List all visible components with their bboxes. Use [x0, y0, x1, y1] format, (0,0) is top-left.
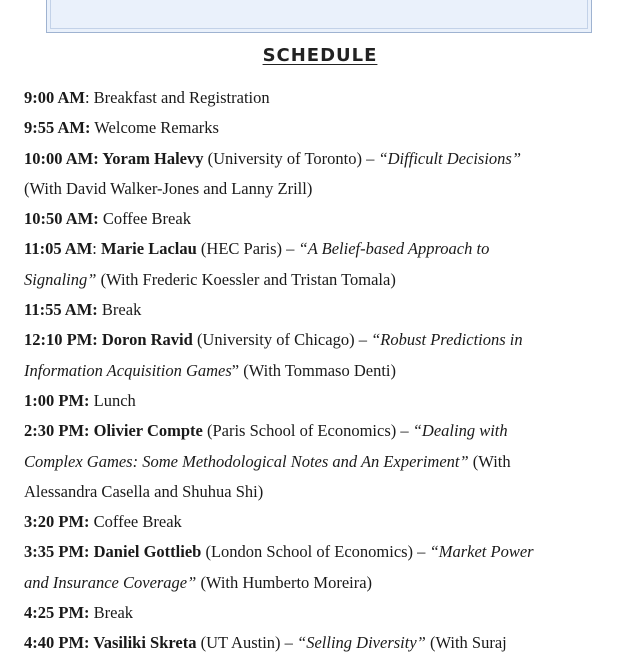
entry-text: (Paris School of Economics) –	[202, 421, 413, 441]
schedule-entry-line	[24, 537, 624, 567]
entry-bold-text: 9:55 AM:	[24, 118, 91, 138]
entry-bold-text: 9:00 AM	[24, 88, 85, 107]
schedule-entry-line	[24, 598, 624, 628]
entry-bold-text: 3:20 PM:	[24, 512, 90, 532]
entry-text: Break	[89, 603, 134, 623]
entry-italic-text: “Market Power	[429, 542, 534, 562]
entry-bold-text: 11:55 AM:	[24, 300, 98, 320]
entry-bold-text: 11:05 AM	[24, 239, 93, 259]
entry-bold-text: 4:25 PM:	[24, 603, 90, 623]
schedule-entry-line	[24, 265, 624, 295]
schedule-entry	[24, 295, 624, 325]
schedule-entry-line	[24, 295, 624, 325]
entry-text: (With David Walker-Jones and Lanny Zrill)	[24, 178, 313, 198]
entry-text: (HEC Paris) –	[196, 239, 299, 259]
schedule-entry	[24, 83, 624, 113]
entry-text: (With	[468, 451, 511, 471]
schedule-entry	[24, 507, 624, 537]
schedule-entry	[24, 628, 624, 658]
entry-text: (With Suraj	[425, 633, 507, 653]
entry-text: Lunch	[89, 390, 136, 410]
schedule-entry-line	[24, 356, 624, 386]
entry-text: (UT Austin) –	[196, 633, 298, 653]
schedule-entry-line	[24, 113, 624, 143]
schedule-entry-line	[24, 83, 624, 113]
entry-bold-text: 1:00 PM:	[24, 390, 90, 410]
entry-text: Alessandra Casella and Shuhua Shi)	[24, 481, 264, 501]
entry-text: (University of Chicago) –	[192, 330, 372, 350]
entry-bold-text: Marie Laclau	[101, 239, 197, 259]
entry-italic-text: Information Acquisition Games	[24, 360, 232, 380]
schedule-entry-line	[24, 416, 624, 446]
schedule-entry	[24, 204, 624, 234]
entry-bold-text: 2:30 PM: Olivier Compte	[24, 421, 203, 441]
schedule-entry-line	[24, 325, 624, 355]
schedule-entry-line	[24, 144, 624, 174]
schedule-list	[24, 83, 624, 659]
entry-italic-text: “Robust Predictions in	[371, 330, 523, 350]
entry-bold-text: 10:00 AM: Yoram Halevy	[24, 148, 204, 168]
entry-italic-text: and Insurance Coverage”	[24, 572, 197, 592]
top-banner-inner-border	[50, 0, 588, 29]
schedule-entry	[24, 416, 624, 507]
schedule-heading: SCHEDULE	[262, 45, 378, 66]
entry-italic-text: “Dealing with	[412, 421, 508, 441]
entry-bold-text: 10:50 AM:	[24, 209, 99, 229]
entry-text: (With Humberto Moreira)	[196, 572, 373, 592]
entry-italic-text: Signaling”	[24, 269, 97, 289]
entry-bold-text: 3:35 PM: Daniel Gottlieb	[24, 542, 202, 562]
entry-italic-text: Complex Games: Some Methodological Notes and An Experiment”	[24, 451, 469, 471]
entry-text: (London School of Economics) –	[201, 542, 430, 562]
top-banner-frame	[46, 0, 592, 33]
entry-text: Coffee Break	[98, 209, 191, 229]
schedule-entry	[24, 598, 624, 628]
entry-text: (University of Toronto) –	[203, 148, 379, 168]
schedule-entry-line	[24, 447, 624, 477]
schedule-entry	[24, 537, 624, 598]
entry-italic-text: “A Belief-based Approach to	[298, 239, 490, 259]
entry-italic-text: “Selling Diversity”	[297, 633, 426, 653]
schedule-entry-line	[24, 234, 624, 264]
schedule-entry	[24, 144, 624, 205]
schedule-entry-line	[24, 386, 624, 416]
entry-text: : Breakfast and Registration	[84, 88, 270, 107]
schedule-entry	[24, 325, 624, 386]
entry-text: ” (With Tommaso Denti)	[231, 360, 396, 380]
schedule-entry	[24, 386, 624, 416]
entry-text: Coffee Break	[89, 512, 182, 532]
schedule-entry-line	[24, 507, 624, 537]
entry-bold-text: 12:10 PM: Doron Ravid	[24, 330, 193, 350]
schedule-entry-line	[24, 568, 624, 598]
schedule-entry-line	[24, 174, 624, 204]
entry-bold-text: 4:40 PM: Vasiliki Skreta	[24, 633, 197, 653]
entry-italic-text: “Difficult Decisions”	[378, 148, 522, 168]
schedule-entry-line	[24, 477, 624, 507]
schedule-entry	[24, 234, 624, 295]
entry-text: :	[92, 239, 102, 259]
entry-text: (With Frederic Koessler and Tristan Tomala)	[96, 269, 396, 289]
schedule-entry-line	[24, 204, 624, 234]
schedule-entry	[24, 113, 624, 143]
schedule-entry-line	[24, 628, 624, 658]
entry-text: Break	[97, 300, 142, 320]
entry-text: Welcome Remarks	[90, 118, 219, 138]
